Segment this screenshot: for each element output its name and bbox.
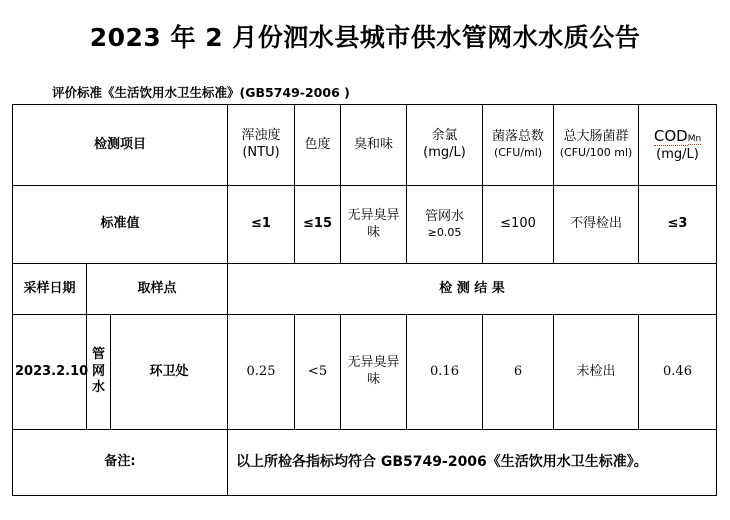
sample-coliform: 未检出 bbox=[554, 315, 639, 430]
sample-location: 环卫处 bbox=[111, 315, 228, 430]
header-bacteria bbox=[483, 105, 554, 186]
sample-cod: 0.46 bbox=[639, 315, 717, 430]
sample-chlorine: 0.16 bbox=[407, 315, 483, 430]
coliform-name: 总大肠菌群 bbox=[563, 129, 629, 145]
header-odor: 臭和味 bbox=[341, 105, 407, 186]
chlorine-unit: (mg/L) bbox=[423, 145, 466, 160]
sample-color: <5 bbox=[295, 315, 341, 430]
sample-row bbox=[13, 315, 717, 430]
header-chlorine bbox=[407, 105, 483, 186]
cod-name: COD bbox=[653, 126, 688, 145]
standard-chlorine bbox=[407, 186, 483, 264]
sample-odor: 无异臭异味 bbox=[341, 315, 407, 430]
header-color: 色度 bbox=[295, 105, 341, 186]
header-cod bbox=[639, 105, 717, 186]
sample-bacteria: 6 bbox=[483, 315, 554, 430]
standard-color: ≤15 bbox=[295, 186, 341, 264]
coliform-unit: (CFU/100 ml) bbox=[559, 146, 633, 160]
results-label: 检 测 结 果 bbox=[228, 264, 717, 315]
cod-name-line bbox=[641, 127, 714, 147]
chlorine-name: 余氯 bbox=[431, 128, 458, 144]
remarks-label: 备注: bbox=[13, 430, 228, 496]
standard-cod: ≤3 bbox=[639, 186, 717, 264]
results-header-row bbox=[13, 264, 717, 315]
standard-label: 标准值 bbox=[13, 186, 228, 264]
water-quality-table bbox=[12, 104, 717, 496]
standard-turbidity: ≤1 bbox=[228, 186, 295, 264]
bacteria-unit: (CFU/ml) bbox=[493, 146, 543, 160]
cod-unit: (mg/L) bbox=[656, 146, 699, 162]
standard-chlorine-line1: 管网水 bbox=[425, 208, 465, 224]
sample-turbidity: 0.25 bbox=[228, 315, 295, 430]
standard-note: 评价标准《生活饮用水卫生标准》(GB5749-2006 ) bbox=[52, 85, 350, 100]
location-label: 取样点 bbox=[87, 264, 228, 315]
sample-type-char: 网 bbox=[91, 363, 105, 379]
turbidity-unit: (NTU) bbox=[242, 145, 280, 160]
cod-subscript: Mn bbox=[687, 133, 702, 144]
header-item: 检测项目 bbox=[13, 105, 228, 186]
remarks-text: 以上所检各指标均符合 GB5749-2006《生活饮用水卫生标准》。 bbox=[228, 430, 717, 496]
sample-type-char: 管 bbox=[91, 346, 105, 362]
standard-chlorine-line2: ≥0.05 bbox=[427, 225, 462, 239]
standard-row bbox=[13, 186, 717, 264]
standard-coliform: 不得检出 bbox=[554, 186, 639, 264]
page-title: 2023 年 2 月份泗水县城市供水管网水水质公告 bbox=[89, 23, 641, 52]
sample-type bbox=[87, 315, 111, 430]
standard-bacteria: ≤100 bbox=[483, 186, 554, 264]
date-label: 采样日期 bbox=[13, 264, 87, 315]
header-row bbox=[13, 105, 717, 186]
header-coliform bbox=[554, 105, 639, 186]
bacteria-name: 菌落总数 bbox=[492, 129, 545, 145]
sample-date: 2023.2.10 bbox=[13, 315, 87, 430]
remarks-row bbox=[13, 430, 717, 496]
sample-type-char: 水 bbox=[91, 380, 105, 396]
standard-odor: 无异臭异味 bbox=[341, 186, 407, 264]
turbidity-name: 浑浊度 bbox=[241, 128, 281, 144]
header-turbidity bbox=[228, 105, 295, 186]
